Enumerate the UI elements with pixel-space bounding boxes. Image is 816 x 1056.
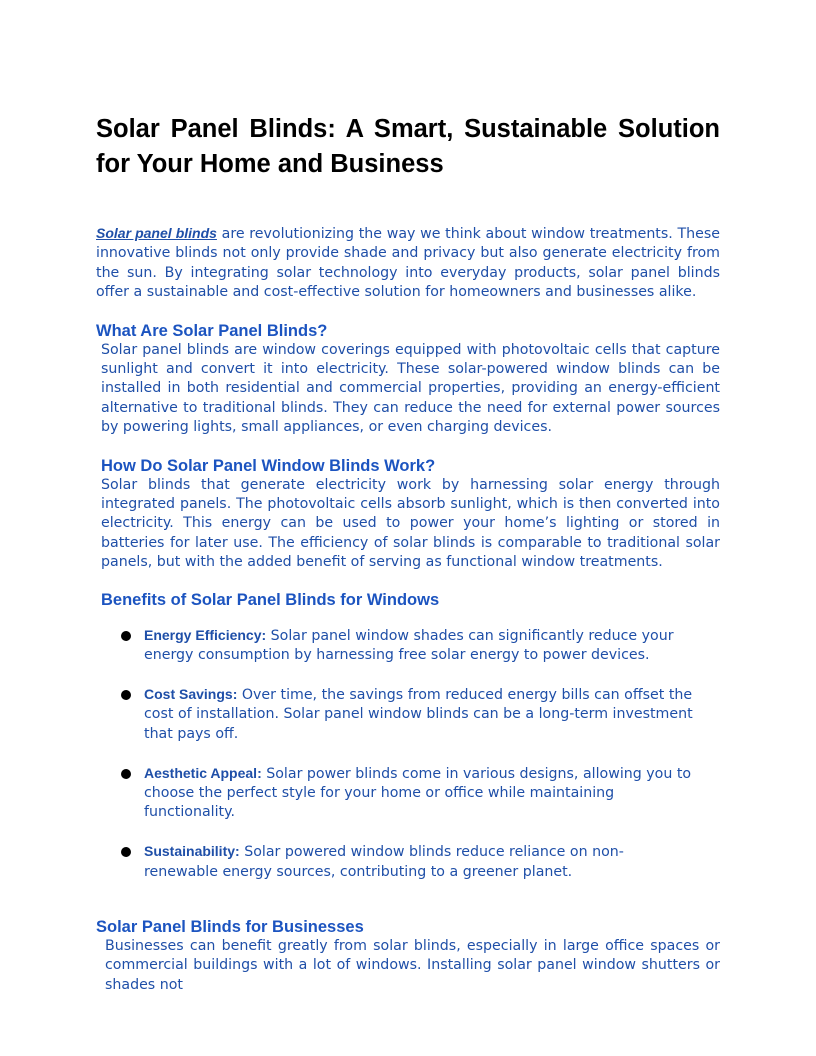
bullet-icon bbox=[121, 690, 131, 700]
list-item bbox=[96, 842, 720, 882]
list-item bbox=[96, 764, 720, 823]
benefit-text: Solar powered window blinds reduce reliance on non-renewable energy sources, contributing to a greener planet. bbox=[144, 844, 624, 880]
section-body-what-are: Solar panel blinds are window coverings equipped with photovoltaic cells that capture sunlight and convert it into electricity. These solar-powered window blinds can be installed in both residential and commercial properties, providing an energy-efficient alternative to traditional blinds. They can reduce the need for external power sources by powering lights, small appliances, or even charging devices. bbox=[101, 341, 720, 436]
section-heading-benefits: Benefits of Solar Panel Blinds for Windows bbox=[101, 590, 440, 609]
benefit-text: Over time, the savings from reduced energy bills can offset the cost of installation. Solar panel window blinds can be a long-term investment that pays off. bbox=[144, 686, 693, 742]
benefit-label: Energy Efficiency: bbox=[144, 626, 267, 643]
page-title: Solar Panel Blinds: A Smart, Sustainable Solution for Your Home and Business bbox=[96, 115, 720, 178]
intro-paragraph bbox=[96, 224, 720, 303]
section-body-how-work: Solar blinds that generate electricity work by harnessing solar energy through integrated panels. The photovoltaic cells absorb sunlight, which is then converted into electricity. This energy can be used to power your home’s lighting or stored in batteries for later use. The efficiency of solar blinds is comparable to traditional solar panels, but with the added benefit of serving as functional window treatments. bbox=[101, 476, 720, 571]
intro-text: are revolutionizing the way we think about window treatments. These innovative blinds not only provide shade and privacy but also generate electricity from the sun. By integrating solar technology into everyday products, solar panel blinds offer a sustainable and cost-effective solution for homeowners and businesses alike. bbox=[96, 226, 720, 301]
benefit-text: Solar power blinds come in various designs, allowing you to choose the perfect style for your home or office while maintaining functionality. bbox=[144, 765, 692, 821]
benefit-text: Solar panel window shades can significantly reduce your energy consumption by harnessing free solar energy to power devices. bbox=[144, 627, 674, 664]
bullet-icon bbox=[121, 769, 131, 779]
solar-panel-blinds-link[interactable]: Solar panel blinds bbox=[96, 225, 217, 241]
section-body-businesses: Businesses can benefit greatly from solar blinds, especially in large office spaces or commercial buildings with a lot of windows. Installing solar panel window shutters or shades not bbox=[105, 937, 720, 993]
benefits-list bbox=[96, 626, 720, 882]
bullet-icon bbox=[121, 847, 131, 857]
list-item bbox=[96, 626, 720, 666]
benefit-label: Sustainability: bbox=[144, 843, 240, 860]
section-heading-how-work: How Do Solar Panel Window Blinds Work? bbox=[101, 456, 436, 475]
bullet-icon bbox=[121, 631, 131, 641]
section-heading-what-are: What Are Solar Panel Blinds? bbox=[96, 321, 328, 340]
section-heading-businesses: Solar Panel Blinds for Businesses bbox=[96, 917, 364, 936]
document-page bbox=[96, 112, 720, 995]
benefit-label: Aesthetic Appeal: bbox=[144, 764, 262, 781]
list-item bbox=[96, 685, 720, 744]
benefit-label: Cost Savings: bbox=[144, 685, 238, 702]
